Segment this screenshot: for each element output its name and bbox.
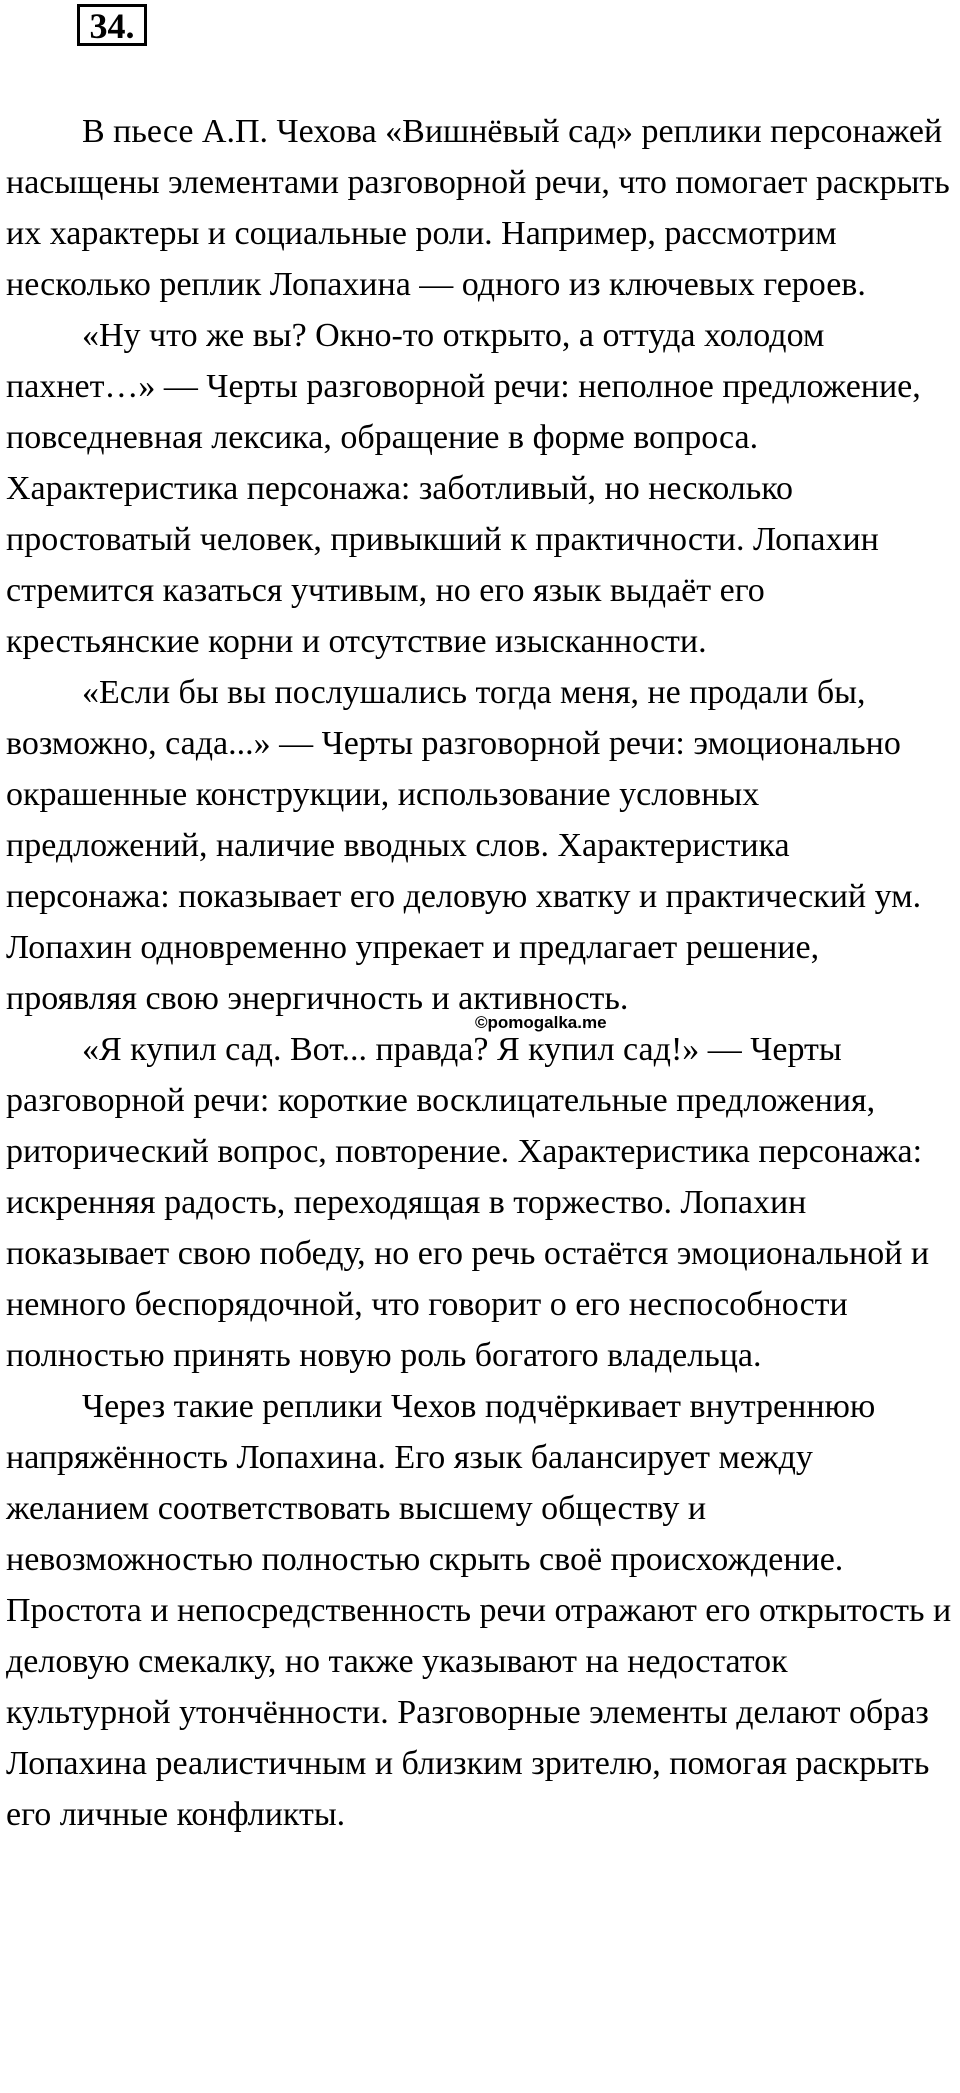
task-number-box: 34. (77, 4, 147, 46)
paragraph-quote-1: «Ну что же вы? Окно-то открыто, а оттуда холодом пахнет…» — Черты разговорной речи: неполное предложение, повседневная лексика, обращение в форме вопроса. Характеристика персонажа: заботливый, но несколько простоватый человек, привыкший к практичности. Лопахин стремится казаться учтивым, но его язык выдаёт его крестьянские корни и отсутствие изысканности. (6, 317, 921, 660)
paragraph-quote-3: «Я купил сад. Вот... правда? Я купил сад!» — Черты разговорной речи: короткие восклицательные предложения, риторический вопрос, повторение. Характеристика персонажа: искренняя радость, переходящая в торжество. Лопахин показывает свою победу, но его речь остаётся эмоциональной и немного беспорядочной, что говорит о его неспособности полностью принять новую роль богатого владельца. (6, 1031, 930, 1374)
paragraph-intro: В пьесе А.П. Чехова «Вишнёвый сад» реплики персонажей насыщены элементами разговорной речи, что помогает раскрыть их характеры и социальные роли. Например, рассмотрим несколько реплик Лопахина — одного из ключевых героев. (6, 113, 950, 303)
paragraph-quote-2: «Если бы вы послушались тогда меня, не продали бы, возможно, сада...» — Черты разговорной речи: эмоционально окрашенные конструкции, использование условных предложений, наличие вводных слов. Характеристика персонажа: показывает его деловую хватку и практический ум. Лопахин одновременно упрекает и предлагает решение, проявляя свою энергичность и активность. (6, 674, 922, 1017)
paragraph-conclusion: Через такие реплики Чехов подчёркивает внутреннюю напряжённость Лопахина. Его язык балансирует между желанием соответствовать высшему обществу и невозможностью полностью скрыть своё происхождение. Простота и непосредственность речи отражают его открытость и деловую смекалку, но также указывают на недостаток культурной утончённости. Разговорные элементы делают образ Лопахина реалистичным и близким зрителю, помогая раскрыть его личные конфликты. (6, 1388, 952, 1833)
answer-text (6, 106, 956, 1840)
watermark: ©pomogalka.me (475, 1013, 607, 1032)
